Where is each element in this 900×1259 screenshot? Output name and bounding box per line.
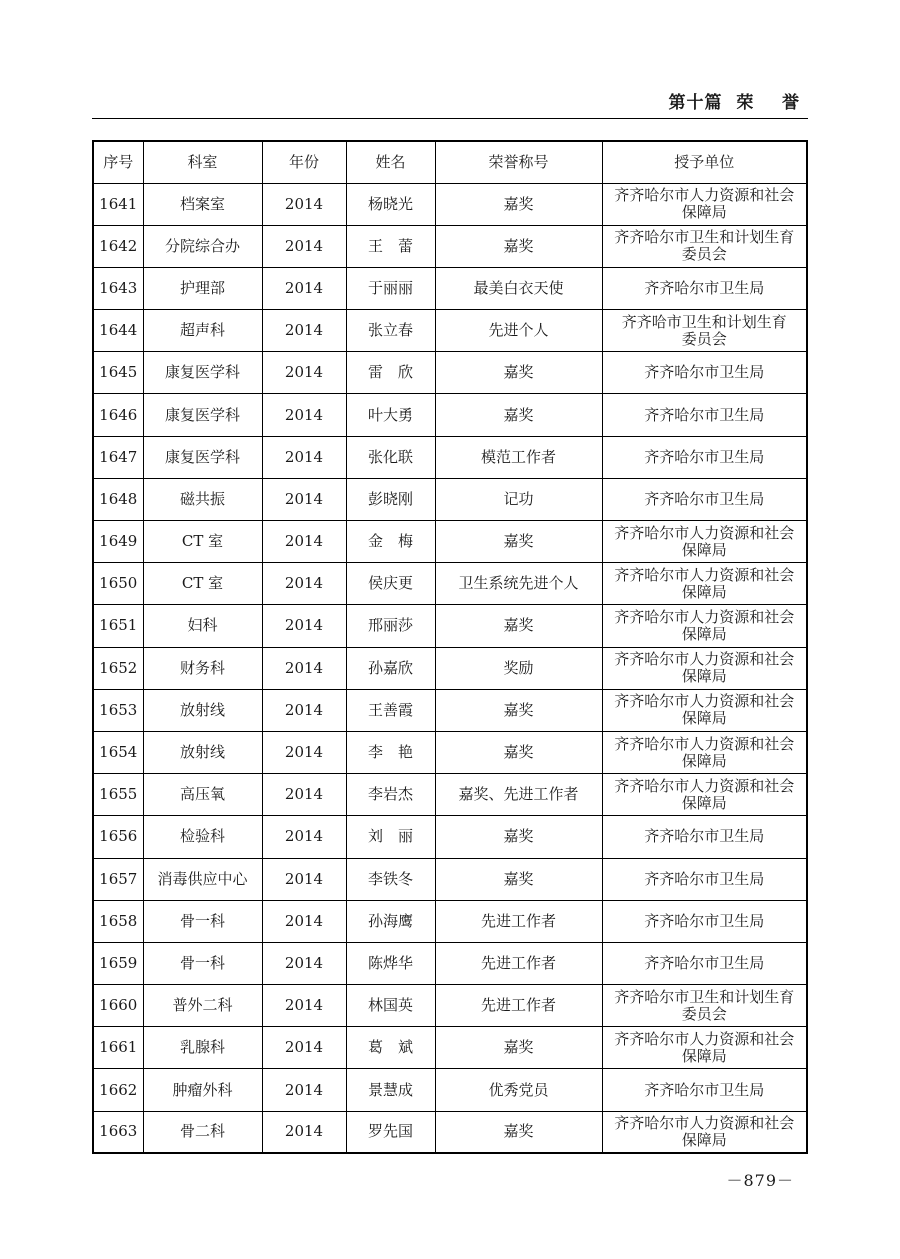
- cell-name: 陈烨华: [346, 942, 435, 984]
- cell-no: 1651: [93, 605, 143, 647]
- cell-name: 景慧成: [346, 1069, 435, 1111]
- cell-dept: 高压氧: [143, 774, 262, 816]
- cell-year: 2014: [262, 521, 346, 563]
- cell-name: 于丽丽: [346, 267, 435, 309]
- cell-name: 孙海鹰: [346, 900, 435, 942]
- cell-dept: 肿瘤外科: [143, 1069, 262, 1111]
- cell-org: [602, 394, 807, 436]
- cell-org: [602, 436, 807, 478]
- cell-no: 1646: [93, 394, 143, 436]
- cell-dept: CT 室: [143, 563, 262, 605]
- cell-year: 2014: [262, 310, 346, 352]
- section-title: 第十篇 荣 誉: [668, 93, 800, 113]
- table-row: [93, 689, 807, 731]
- cell-org: [602, 689, 807, 731]
- org-line: 齐齐哈尔市卫生局: [644, 405, 765, 424]
- cell-title: 嘉奖: [435, 731, 602, 773]
- cell-no: 1641: [93, 183, 143, 225]
- org-line: 齐齐哈尔市人力资源和社会: [614, 1029, 795, 1048]
- org-line: 保障局: [681, 540, 727, 559]
- cell-org: [602, 563, 807, 605]
- cell-no: 1644: [93, 310, 143, 352]
- cell-year: 2014: [262, 900, 346, 942]
- org-line: 保障局: [681, 1130, 727, 1149]
- cell-year: 2014: [262, 774, 346, 816]
- cell-no: 1656: [93, 816, 143, 858]
- cell-dept: 康复医学科: [143, 394, 262, 436]
- cell-name: 张化联: [346, 436, 435, 478]
- cell-title: 嘉奖: [435, 352, 602, 394]
- cell-title: 嘉奖: [435, 816, 602, 858]
- cell-org: [602, 858, 807, 900]
- cell-title: 嘉奖: [435, 858, 602, 900]
- cell-dept: 放射线: [143, 689, 262, 731]
- cell-title: 嘉奖: [435, 1111, 602, 1153]
- cell-org: [602, 1111, 807, 1153]
- cell-year: 2014: [262, 1069, 346, 1111]
- cell-year: 2014: [262, 436, 346, 478]
- cell-no: 1649: [93, 521, 143, 563]
- cell-no: 1660: [93, 985, 143, 1027]
- cell-name: 李 艳: [346, 731, 435, 773]
- table-row: [93, 774, 807, 816]
- table-row: [93, 267, 807, 309]
- cell-name: 叶大勇: [346, 394, 435, 436]
- org-line: 齐齐哈尔市人力资源和社会: [614, 692, 795, 711]
- cell-year: 2014: [262, 267, 346, 309]
- cell-title: 嘉奖: [435, 605, 602, 647]
- org-line: 齐齐哈尔市卫生局: [644, 363, 765, 382]
- cell-no: 1657: [93, 858, 143, 900]
- table-row: [93, 310, 807, 352]
- cell-year: 2014: [262, 816, 346, 858]
- org-line: 委员会: [681, 329, 727, 348]
- cell-name: 王善霞: [346, 689, 435, 731]
- org-line: 齐齐哈尔市人力资源和社会: [614, 523, 795, 542]
- org-line: 齐齐哈尔市卫生局: [644, 278, 765, 297]
- cell-org: [602, 647, 807, 689]
- cell-no: 1663: [93, 1111, 143, 1153]
- cell-dept: 康复医学科: [143, 352, 262, 394]
- cell-name: 刘 丽: [346, 816, 435, 858]
- cell-dept: 护理部: [143, 267, 262, 309]
- table-header-row: [93, 141, 807, 183]
- cell-name: 杨晓光: [346, 183, 435, 225]
- cell-title: 嘉奖: [435, 225, 602, 267]
- cell-dept: 骨一科: [143, 942, 262, 984]
- org-line: 齐齐哈尔市人力资源和社会: [614, 186, 795, 205]
- org-line: 齐齐哈尔市卫生局: [644, 953, 765, 972]
- org-line: 委员会: [681, 1004, 727, 1023]
- cell-no: 1645: [93, 352, 143, 394]
- cell-no: 1661: [93, 1027, 143, 1069]
- org-line: 齐齐哈尔市卫生局: [644, 1080, 765, 1099]
- cell-org: [602, 352, 807, 394]
- org-line: 保障局: [681, 624, 727, 643]
- cell-year: 2014: [262, 478, 346, 520]
- cell-dept: 康复医学科: [143, 436, 262, 478]
- table-row: [93, 900, 807, 942]
- org-line: 齐齐哈尔市人力资源和社会: [614, 734, 795, 753]
- table-row: [93, 816, 807, 858]
- cell-no: 1655: [93, 774, 143, 816]
- cell-org: [602, 985, 807, 1027]
- cell-dept: 骨一科: [143, 900, 262, 942]
- table-row: [93, 436, 807, 478]
- cell-title: 先进工作者: [435, 900, 602, 942]
- org-line: 齐齐哈尔市人力资源和社会: [614, 1113, 795, 1132]
- cell-org: [602, 605, 807, 647]
- cell-name: 金 梅: [346, 521, 435, 563]
- cell-no: 1658: [93, 900, 143, 942]
- org-line: 齐齐哈尔市卫生局: [644, 489, 765, 508]
- cell-title: 记功: [435, 478, 602, 520]
- column-header-no: 序号: [93, 141, 143, 183]
- cell-org: [602, 225, 807, 267]
- cell-name: 葛 斌: [346, 1027, 435, 1069]
- org-line: 齐齐哈尔市卫生局: [644, 911, 765, 930]
- cell-title: 嘉奖、先进工作者: [435, 774, 602, 816]
- org-line: 保障局: [681, 793, 727, 812]
- cell-title: 嘉奖: [435, 521, 602, 563]
- cell-name: 王 蕾: [346, 225, 435, 267]
- cell-title: 嘉奖: [435, 689, 602, 731]
- cell-org: [602, 816, 807, 858]
- cell-name: 孙嘉欣: [346, 647, 435, 689]
- cell-title: 先进工作者: [435, 985, 602, 1027]
- table-row: [93, 942, 807, 984]
- org-line: 委员会: [681, 245, 727, 264]
- cell-org: [602, 267, 807, 309]
- table-row: [93, 478, 807, 520]
- table-row: [93, 521, 807, 563]
- cell-dept: 档案室: [143, 183, 262, 225]
- table-row: [93, 352, 807, 394]
- cell-dept: 骨二科: [143, 1111, 262, 1153]
- table-row: [93, 1027, 807, 1069]
- cell-year: 2014: [262, 1027, 346, 1069]
- cell-title: 模范工作者: [435, 436, 602, 478]
- cell-year: 2014: [262, 225, 346, 267]
- cell-name: 彭晓刚: [346, 478, 435, 520]
- cell-name: 张立春: [346, 310, 435, 352]
- table-body: [93, 183, 807, 1153]
- cell-no: 1659: [93, 942, 143, 984]
- org-line: 齐齐哈尔市卫生局: [644, 869, 765, 888]
- org-line: 齐齐哈尔市人力资源和社会: [614, 607, 795, 626]
- org-line: 保障局: [681, 709, 727, 728]
- cell-title: 先进工作者: [435, 942, 602, 984]
- cell-org: [602, 900, 807, 942]
- table-row: [93, 985, 807, 1027]
- cell-title: 优秀党员: [435, 1069, 602, 1111]
- org-line: 齐齐哈尔市人力资源和社会: [614, 776, 795, 795]
- org-line: 保障局: [681, 1046, 727, 1065]
- org-line: 保障局: [681, 751, 727, 770]
- org-line: 齐齐哈市卫生和计划生育: [621, 312, 787, 331]
- cell-year: 2014: [262, 563, 346, 605]
- org-line: 齐齐哈尔市卫生局: [644, 827, 765, 846]
- cell-year: 2014: [262, 394, 346, 436]
- table-row: [93, 225, 807, 267]
- cell-year: 2014: [262, 605, 346, 647]
- column-header-title: 荣誉称号: [435, 141, 602, 183]
- cell-no: 1662: [93, 1069, 143, 1111]
- cell-org: [602, 1069, 807, 1111]
- cell-no: 1652: [93, 647, 143, 689]
- cell-no: 1653: [93, 689, 143, 731]
- cell-year: 2014: [262, 985, 346, 1027]
- org-line: 齐齐哈尔市卫生和计划生育: [614, 228, 795, 247]
- table-row: [93, 1069, 807, 1111]
- cell-org: [602, 183, 807, 225]
- cell-no: 1643: [93, 267, 143, 309]
- cell-year: 2014: [262, 352, 346, 394]
- cell-no: 1648: [93, 478, 143, 520]
- page-number: －879－: [726, 1171, 794, 1190]
- cell-dept: 磁共振: [143, 478, 262, 520]
- org-line: 保障局: [681, 582, 727, 601]
- cell-no: 1642: [93, 225, 143, 267]
- cell-name: 侯庆更: [346, 563, 435, 605]
- cell-no: 1654: [93, 731, 143, 773]
- org-line: 齐齐哈尔市人力资源和社会: [614, 650, 795, 669]
- cell-year: 2014: [262, 942, 346, 984]
- cell-title: 先进个人: [435, 310, 602, 352]
- table-row: [93, 394, 807, 436]
- table-row: [93, 183, 807, 225]
- org-line: 保障局: [681, 667, 727, 686]
- cell-title: 嘉奖: [435, 394, 602, 436]
- cell-dept: 放射线: [143, 731, 262, 773]
- org-line: 齐齐哈尔市人力资源和社会: [614, 565, 795, 584]
- column-header-org: 授予单位: [602, 141, 807, 183]
- header-divider: [92, 118, 808, 119]
- cell-title: 嘉奖: [435, 1027, 602, 1069]
- cell-year: 2014: [262, 1111, 346, 1153]
- org-line: 保障局: [681, 203, 727, 222]
- cell-title: 最美白衣天使: [435, 267, 602, 309]
- cell-name: 林国英: [346, 985, 435, 1027]
- org-line: 齐齐哈尔市卫生局: [644, 447, 765, 466]
- cell-dept: 分院综合办: [143, 225, 262, 267]
- cell-name: 李岩杰: [346, 774, 435, 816]
- table-row: [93, 563, 807, 605]
- table-row: [93, 858, 807, 900]
- cell-dept: 检验科: [143, 816, 262, 858]
- cell-year: 2014: [262, 689, 346, 731]
- column-header-dept: 科室: [143, 141, 262, 183]
- cell-title: 卫生系统先进个人: [435, 563, 602, 605]
- table-row: [93, 647, 807, 689]
- cell-dept: 普外二科: [143, 985, 262, 1027]
- cell-no: 1650: [93, 563, 143, 605]
- cell-org: [602, 310, 807, 352]
- org-line: 齐齐哈尔市卫生和计划生育: [614, 987, 795, 1006]
- cell-name: 李铁冬: [346, 858, 435, 900]
- cell-org: [602, 942, 807, 984]
- cell-year: 2014: [262, 858, 346, 900]
- cell-org: [602, 478, 807, 520]
- cell-dept: 妇科: [143, 605, 262, 647]
- table-row: [93, 731, 807, 773]
- cell-name: 雷 欣: [346, 352, 435, 394]
- cell-org: [602, 1027, 807, 1069]
- cell-dept: CT 室: [143, 521, 262, 563]
- cell-no: 1647: [93, 436, 143, 478]
- cell-year: 2014: [262, 183, 346, 225]
- column-header-year: 年份: [262, 141, 346, 183]
- cell-name: 罗先国: [346, 1111, 435, 1153]
- column-header-name: 姓名: [346, 141, 435, 183]
- cell-name: 邢丽莎: [346, 605, 435, 647]
- table-row: [93, 605, 807, 647]
- cell-dept: 消毒供应中心: [143, 858, 262, 900]
- table-row: [93, 1111, 807, 1153]
- cell-title: 嘉奖: [435, 183, 602, 225]
- honors-table: [92, 140, 808, 1154]
- cell-year: 2014: [262, 731, 346, 773]
- cell-year: 2014: [262, 647, 346, 689]
- cell-dept: 财务科: [143, 647, 262, 689]
- cell-org: [602, 774, 807, 816]
- cell-org: [602, 731, 807, 773]
- cell-dept: 乳腺科: [143, 1027, 262, 1069]
- cell-org: [602, 521, 807, 563]
- cell-dept: 超声科: [143, 310, 262, 352]
- cell-title: 奖励: [435, 647, 602, 689]
